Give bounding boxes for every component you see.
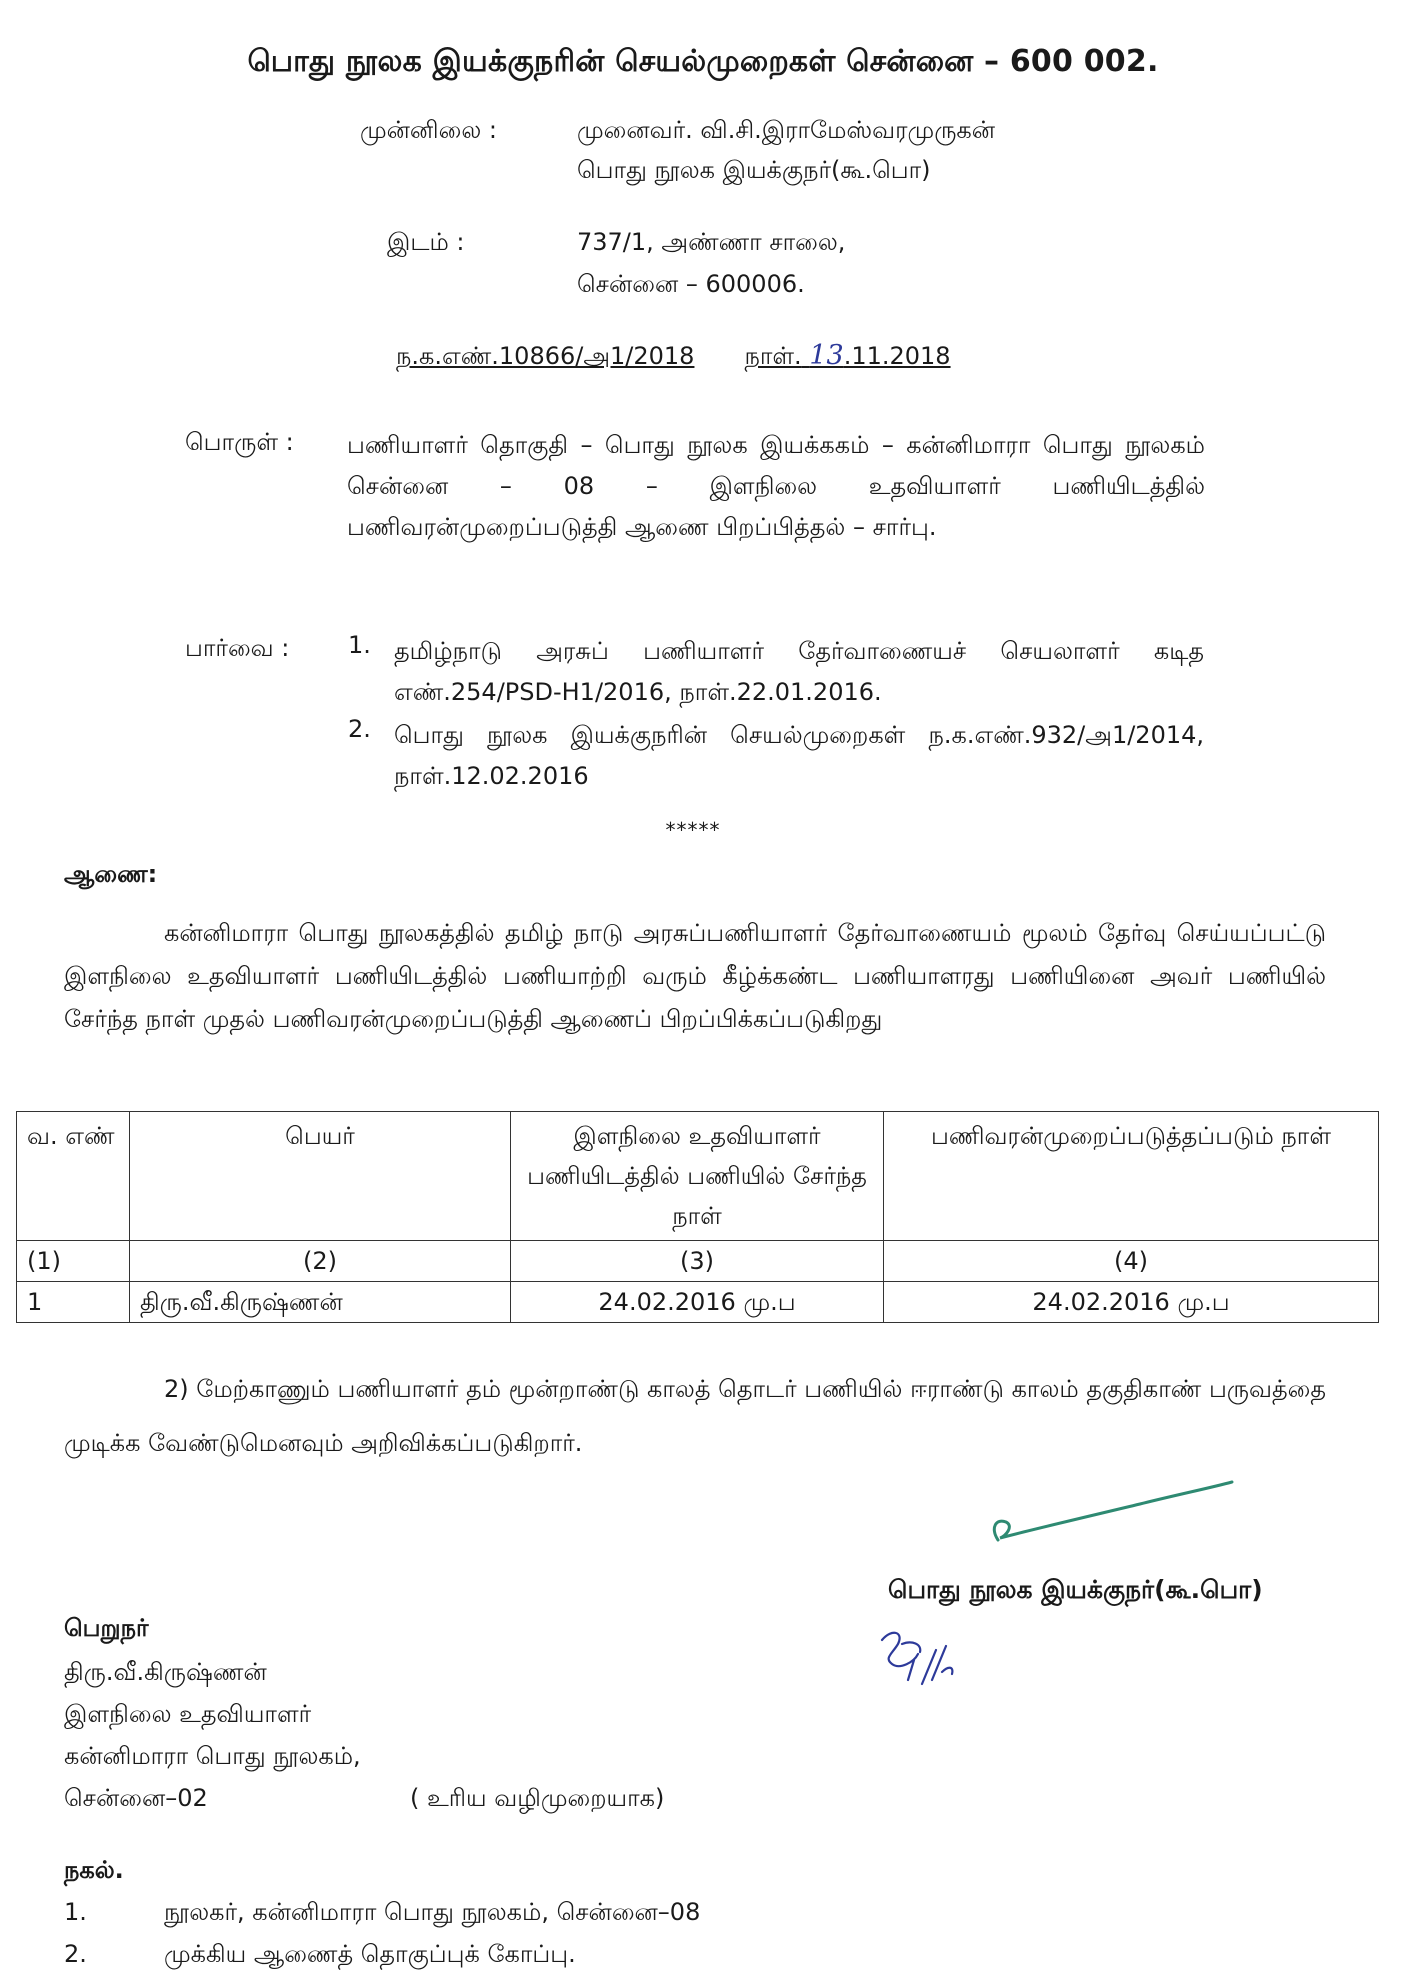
separator-stars: ***** [665, 818, 721, 842]
recipient-route: ( உரிய வழிமுறையாக) [410, 1784, 665, 1812]
employee-table [16, 1111, 1379, 1323]
reference-line [396, 340, 951, 373]
handwritten-initial-mark [862, 1610, 972, 1710]
header-name: பெயர் [130, 1112, 511, 1241]
cell-serial-no: 1 [17, 1282, 130, 1323]
recipient-city: சென்னை–02 [64, 1784, 208, 1812]
header-serial-no: வ. எண் [17, 1112, 130, 1241]
copy-item-number: 2. [64, 1940, 87, 1968]
order-heading: ஆணை: [64, 860, 158, 888]
date-label: நாள். [744, 342, 802, 370]
file-number: ந.க.எண்.10866/அ1/2018 [396, 342, 695, 370]
copy-heading: நகல். [64, 1856, 124, 1884]
reference-item-1 [348, 631, 1208, 715]
place-line2: சென்னை – 600006. [577, 270, 805, 298]
note-paragraph: 2) மேற்காணும் பணியாளர் தம் மூன்றாண்டு காலத் தொடர் பணியில் ஈராண்டு காலம் தகுதிகாண் பருவத்தை முடிக்க வேண்டுமெனவும் அறிவிக்கப்படுகிறார். [64, 1375, 1326, 1457]
table-column-numbers-row [17, 1241, 1379, 1282]
header-regularization-date: பணிவரன்முறைப்படுத்தப்படும் நாள் [884, 1112, 1379, 1241]
signatory-designation: பொது நூலக இயக்குநர்(கூ.பொ) [888, 1575, 1263, 1604]
copy-item-text: முக்கிய ஆணைத் தொகுப்புக் கோப்பு. [164, 1940, 576, 1968]
recipient-heading: பெறுநர் [64, 1614, 149, 1642]
recipient-office: கன்னிமாரா பொது நூலகம், [64, 1742, 361, 1770]
date-rest: .11.2018 [843, 342, 951, 370]
col-number: (4) [884, 1241, 1379, 1282]
handwritten-day: 13 [809, 340, 844, 371]
header-joining-date: இளநிலை உதவியாளர் பணியிடத்தில் பணியில் சேர்ந்த நாள் [511, 1112, 884, 1241]
subject-text: பணியாளர் தொகுதி – பொது நூலக இயக்ககம் – கன்னிமாரா பொது நூலகம் சென்னை – 08 – இளநிலை உதவியாளர் பணியிடத்தில் பணிவரன்முறைப்படுத்தி ஆணை பிறப்பித்தல் – சார்பு. [347, 431, 1205, 541]
reference-item-text: பொது நூலக இயக்குநரின் செயல்முறைகள் ந.க.எண்.932/அ1/2014, நாள்.12.02.2016 [394, 721, 1204, 790]
col-number: (3) [511, 1241, 884, 1282]
reference-item-2 [348, 715, 1208, 799]
place-line1: 737/1, அண்ணா சாலை, [577, 228, 846, 256]
presence-label: முன்னிலை : [360, 116, 497, 144]
cell-name: திரு.வீ.கிருஷ்ணன் [130, 1282, 511, 1323]
recipient-name: திரு.வீ.கிருஷ்ணன் [64, 1658, 267, 1686]
recipient-designation: இளநிலை உதவியாளர் [64, 1700, 312, 1728]
col-number: (2) [130, 1241, 511, 1282]
table-row [17, 1282, 1379, 1323]
reference-item-text: தமிழ்நாடு அரசுப் பணியாளர் தேர்வாணையச் செயலாளர் கடித எண்.254/PSD-H1/2016, நாள்.22.01.2016. [394, 637, 1204, 706]
copy-item-number: 1. [64, 1898, 87, 1926]
reference-item-number: 2. [348, 715, 371, 743]
col-number: (1) [17, 1241, 130, 1282]
cell-joining-date: 24.02.2016 மு.ப [511, 1282, 884, 1323]
presence-name: முனைவர். வி.சி.இராமேஸ்வரமுருகன் [577, 116, 996, 144]
subject-label: பொருள் : [185, 428, 294, 456]
place-label: இடம் : [387, 228, 465, 256]
references-label: பார்வை : [185, 634, 290, 662]
order-paragraph: கன்னிமாரா பொது நூலகத்தில் தமிழ் நாடு அரசுப்பணியாளர் தேர்வாணையம் மூலம் தேர்வு செய்யப்பட்டு இளநிலை உதவியாளர் பணியிடத்தில் பணியாற்றி வரும் கீழ்க்கண்ட பணியாளரது பணியினை அவர் பணியில் சேர்ந்த நாள் முதல் பணிவரன்முறைப்படுத்தி ஆணைப் பிறப்பிக்கப்படுகிறது [64, 919, 1326, 1033]
reference-item-number: 1. [348, 631, 371, 659]
table-header-row [17, 1112, 1379, 1241]
page-title: பொது நூலக இயக்குநரின் செயல்முறைகள் சென்னை – 600 002. [247, 44, 1159, 79]
order-date [744, 342, 950, 370]
presence-designation: பொது நூலக இயக்குநர்(கூ.பொ) [577, 156, 931, 184]
signature-mark [970, 1478, 1250, 1568]
copy-item-text: நூலகர், கன்னிமாரா பொது நூலகம், சென்னை–08 [164, 1898, 701, 1926]
cell-regularization-date: 24.02.2016 மு.ப [884, 1282, 1379, 1323]
